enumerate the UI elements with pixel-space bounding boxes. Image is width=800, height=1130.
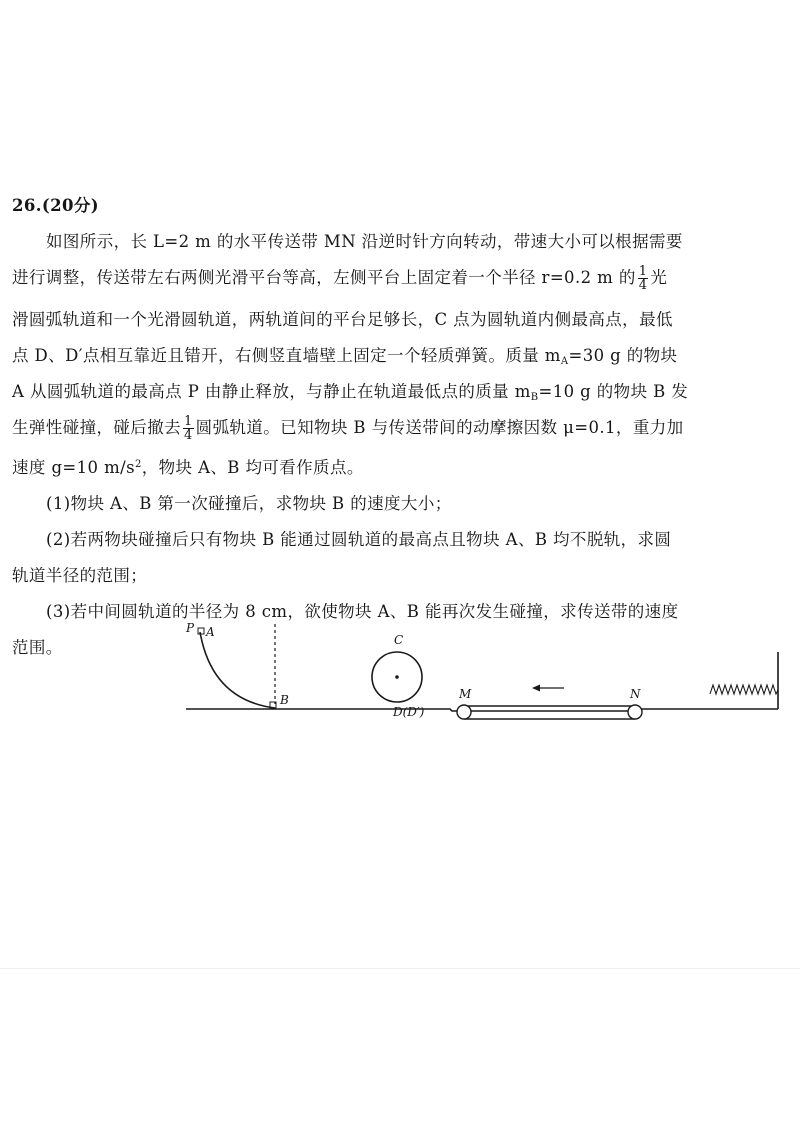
subscript-a: A [560, 356, 569, 367]
problem-line-2 [12, 264, 667, 292]
ground-line [186, 709, 778, 711]
problem-line-7-text: 速度 g=10 m/s [12, 458, 135, 477]
quarter-fraction-2 [183, 415, 194, 442]
problem-line-1: 如图所示，长 L=2 m 的水平传送带 MN 沿逆时针方向转动，带速大小可以根据需要 [46, 232, 683, 251]
label-a: A [206, 625, 215, 639]
question-2: (2)若两物块碰撞后只有物块 B 能通过圆轨道的最高点且物块 A、B 均不脱轨，求圆 [46, 530, 672, 549]
label-n: N [630, 687, 641, 701]
problem-line-4-text: 点 D、D′点相互靠近且错开，右侧竖直墙壁上固定一个轻质弹簧。质量 m [12, 346, 561, 365]
pulley-m [457, 705, 471, 719]
problem-line-5 [12, 378, 688, 403]
spring [710, 685, 778, 694]
physics-diagram [180, 612, 790, 732]
problem-line-7-end: ，物块 A、B 均可看作质点。 [141, 458, 364, 477]
label-b: B [280, 693, 289, 707]
fraction-denominator-2: 4 [184, 428, 193, 443]
circle-center [395, 675, 399, 679]
page-divider [0, 968, 800, 969]
problem-line-3: 滑圆弧轨道和一个光滑圆轨道，两轨道间的平台足够长，C 点为圆轨道内侧最高点，最低 [12, 310, 673, 329]
problem-line-6-end: 圆弧轨道。已知物块 B 与传送带间的动摩擦因数 μ=0.1，重力加 [195, 418, 684, 437]
problem-line-6-text: 生弹性碰撞，碰后撤去 [12, 418, 181, 437]
problem-line-2-text: 进行调整，传送带左右两侧光滑平台等高，左侧平台上固定着一个半径 r=0.2 m 的 [12, 268, 636, 287]
label-m: M [459, 687, 472, 701]
problem-line-5-text: A 从圆弧轨道的最高点 P 由静止释放，与静止在轨道最低点的质量 m [12, 382, 531, 401]
belt-arrow-head [532, 685, 540, 692]
fraction-denominator: 4 [638, 278, 648, 293]
problem-line-7 [12, 454, 364, 478]
label-d: D(D′) [393, 705, 425, 719]
question-3-cont: 范围。 [12, 638, 63, 657]
label-c: C [394, 633, 404, 647]
question-3: (3)若中间圆轨道的半径为 8 cm，欲使物块 A、B 能再次发生碰撞，求传送带的速度 [46, 602, 679, 621]
problem-line-6 [12, 414, 684, 442]
problem-line-2-end: 光 [650, 268, 668, 287]
question-1: (1)物块 A、B 第一次碰撞后，求物块 B 的速度大小； [46, 494, 452, 513]
fraction-numerator: 1 [638, 264, 648, 279]
superscript-2: 2 [134, 459, 142, 470]
label-p: P [186, 621, 195, 635]
problem-line-5-end: =10 g 的物块 B 发 [538, 382, 689, 401]
arc-track [200, 632, 275, 708]
fraction-numerator-2: 1 [184, 414, 193, 429]
pulley-n [628, 705, 642, 719]
problem-line-4-end: =30 g 的物块 [568, 346, 678, 365]
problem-line-4 [12, 342, 677, 367]
subscript-b: B [530, 392, 539, 403]
quarter-fraction [638, 265, 649, 292]
problem-header: 26.(20分) [12, 196, 99, 215]
question-2-cont: 轨道半径的范围； [12, 566, 148, 585]
